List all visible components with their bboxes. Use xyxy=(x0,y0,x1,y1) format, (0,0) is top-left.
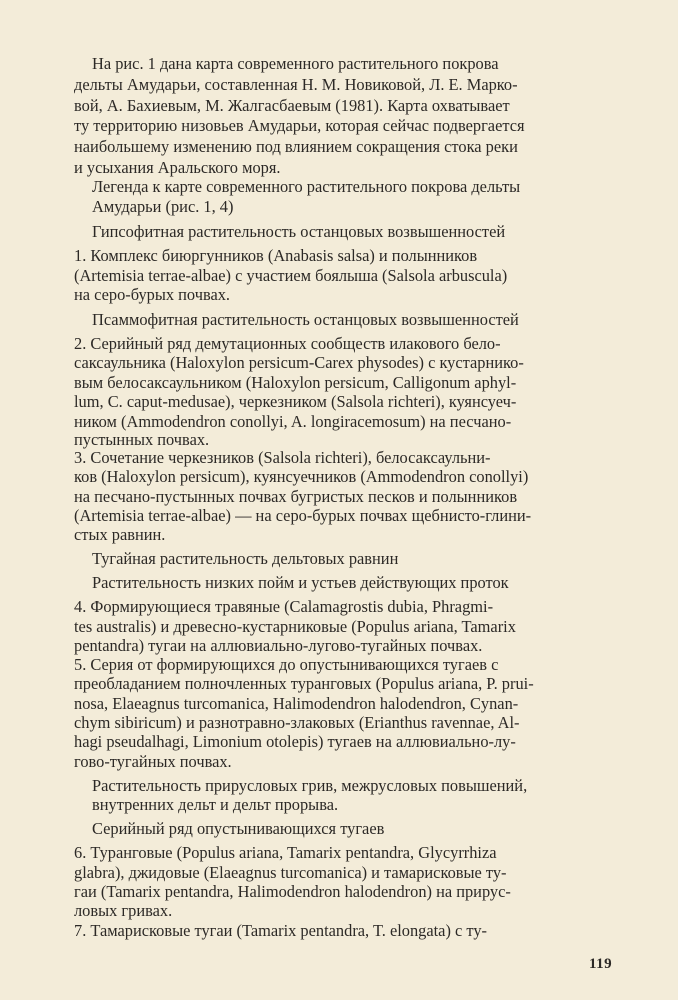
legend-item-5: chym sibiricum) и разнотравно-злаковых (Erianthus ravennae, Al- xyxy=(74,713,520,732)
section-heading-riverbank: внутренних дельт и дельт прорыва. xyxy=(92,795,339,814)
section-heading-gypsophyte: Гипсофитная растительность останцовых возвышенностей xyxy=(92,222,506,241)
legend-item-5: nosa, Elaeagnus turcomanica, Halimodendron halodendron, Cynan- xyxy=(74,694,519,713)
legend-item-5: гово-тугайных почвах. xyxy=(74,752,232,771)
legend-item-2: ником (Ammodendron conollyi, A. longiracemosum) на песчано- xyxy=(74,412,512,431)
legend-item-3: ков (Haloxylon persicum), куянсуечников (Ammodendron conollyi) xyxy=(74,467,529,486)
legend-item-6: гаи (Tamarix pentandra, Halimodendron halodendron) на прирус- xyxy=(74,882,511,901)
page-number: 119 xyxy=(589,956,613,972)
legend-item-2: lum, C. caput-medusae), черкезником (Salsola richteri), куянсуеч- xyxy=(74,392,517,411)
legend-item-2: вым белосаксаульником (Haloxylon persicum, Calligonum aphyl- xyxy=(74,373,517,392)
legend-item-3: стых равнин. xyxy=(74,525,166,544)
intro-line: вой, А. Бахиевым, М. Жалгасбаевым (1981). Карта охватывает xyxy=(74,96,510,115)
intro-line: наибольшему изменению под влиянием сокращения стока реки xyxy=(74,137,518,156)
legend-item-1: 1. Комплекс биюргунников (Anabasis salsa) и полынников xyxy=(74,246,478,265)
legend-item-2: 2. Серийный ряд демутационных сообществ илакового бело- xyxy=(74,334,501,353)
section-heading-tugai: Тугайная растительность дельтовых равнин xyxy=(92,549,399,568)
legend-item-5: преобладанием полночленных туранговых (Populus ariana, P. prui- xyxy=(74,674,534,693)
legend-item-3: на песчано-пустынных почвах бугристых песков и полынников xyxy=(74,487,518,506)
section-heading-riverbank: Растительность прирусловых грив, межрусловых повышений, xyxy=(92,776,528,795)
legend-item-3: 3. Сочетание черкезников (Salsola richteri), белосаксаульни- xyxy=(74,448,491,467)
legend-item-2: саксаульника (Haloxylon persicum-Carex physodes) с кустарнико- xyxy=(74,353,524,372)
legend-title: Легенда к карте современного растительного покрова дельты xyxy=(92,177,521,196)
section-heading-psammophyte: Псаммофитная растительность останцовых возвышенностей xyxy=(92,310,519,329)
intro-line: ту территорию низовьев Амударьи, которая сейчас подвергается xyxy=(74,116,525,135)
legend-title: Амударьи (рис. 1, 4) xyxy=(92,197,234,216)
intro-line: и усыхания Аральского моря. xyxy=(74,158,281,177)
legend-item-4: pentandra) тугаи на аллювиально-лугово-тугайных почвах. xyxy=(74,636,483,655)
section-heading-floodplain: Растительность низких пойм и устьев действующих проток xyxy=(92,573,509,592)
legend-item-3: (Artemisia terrae-albae) — на серо-бурых почвах щебнисто-глини- xyxy=(74,506,532,525)
legend-item-7: 7. Тамарисковые тугаи (Tamarix pentandra, T. elongata) с ту- xyxy=(74,921,487,940)
legend-item-1: (Artemisia terrae-albae) с участием боялыша (Salsola arbuscula) xyxy=(74,266,508,285)
intro-line: дельты Амударьи, составленная Н. М. Новиковой, Л. Е. Марко- xyxy=(74,75,518,94)
intro-line: На рис. 1 дана карта современного растительного покрова xyxy=(92,54,499,73)
legend-item-2: пустынных почвах. xyxy=(74,430,210,449)
legend-item-1: на серо-бурых почвах. xyxy=(74,285,231,304)
legend-item-4: tes australis) и древесно-кустарниковые (Populus ariana, Tamarix xyxy=(74,617,516,636)
legend-item-4: 4. Формирующиеся травяные (Calamagrostis dubia, Phragmi- xyxy=(74,597,494,616)
legend-item-5: hagi pseudalhagi, Limonium otolepis) тугаев на аллювиально-лу- xyxy=(74,732,516,751)
legend-item-6: 6. Туранговые (Populus ariana, Tamarix pentandra, Glycyrrhiza xyxy=(74,843,497,862)
section-heading-serial: Серийный ряд опустынивающихся тугаев xyxy=(92,819,385,838)
legend-item-5: 5. Серия от формирующихся до опустынивающихся тугаев с xyxy=(74,655,499,674)
legend-item-6: ловых гривах. xyxy=(74,901,173,920)
legend-item-6: glabra), джидовые (Elaeagnus turcomanica) и тамарисковые ту- xyxy=(74,863,507,882)
